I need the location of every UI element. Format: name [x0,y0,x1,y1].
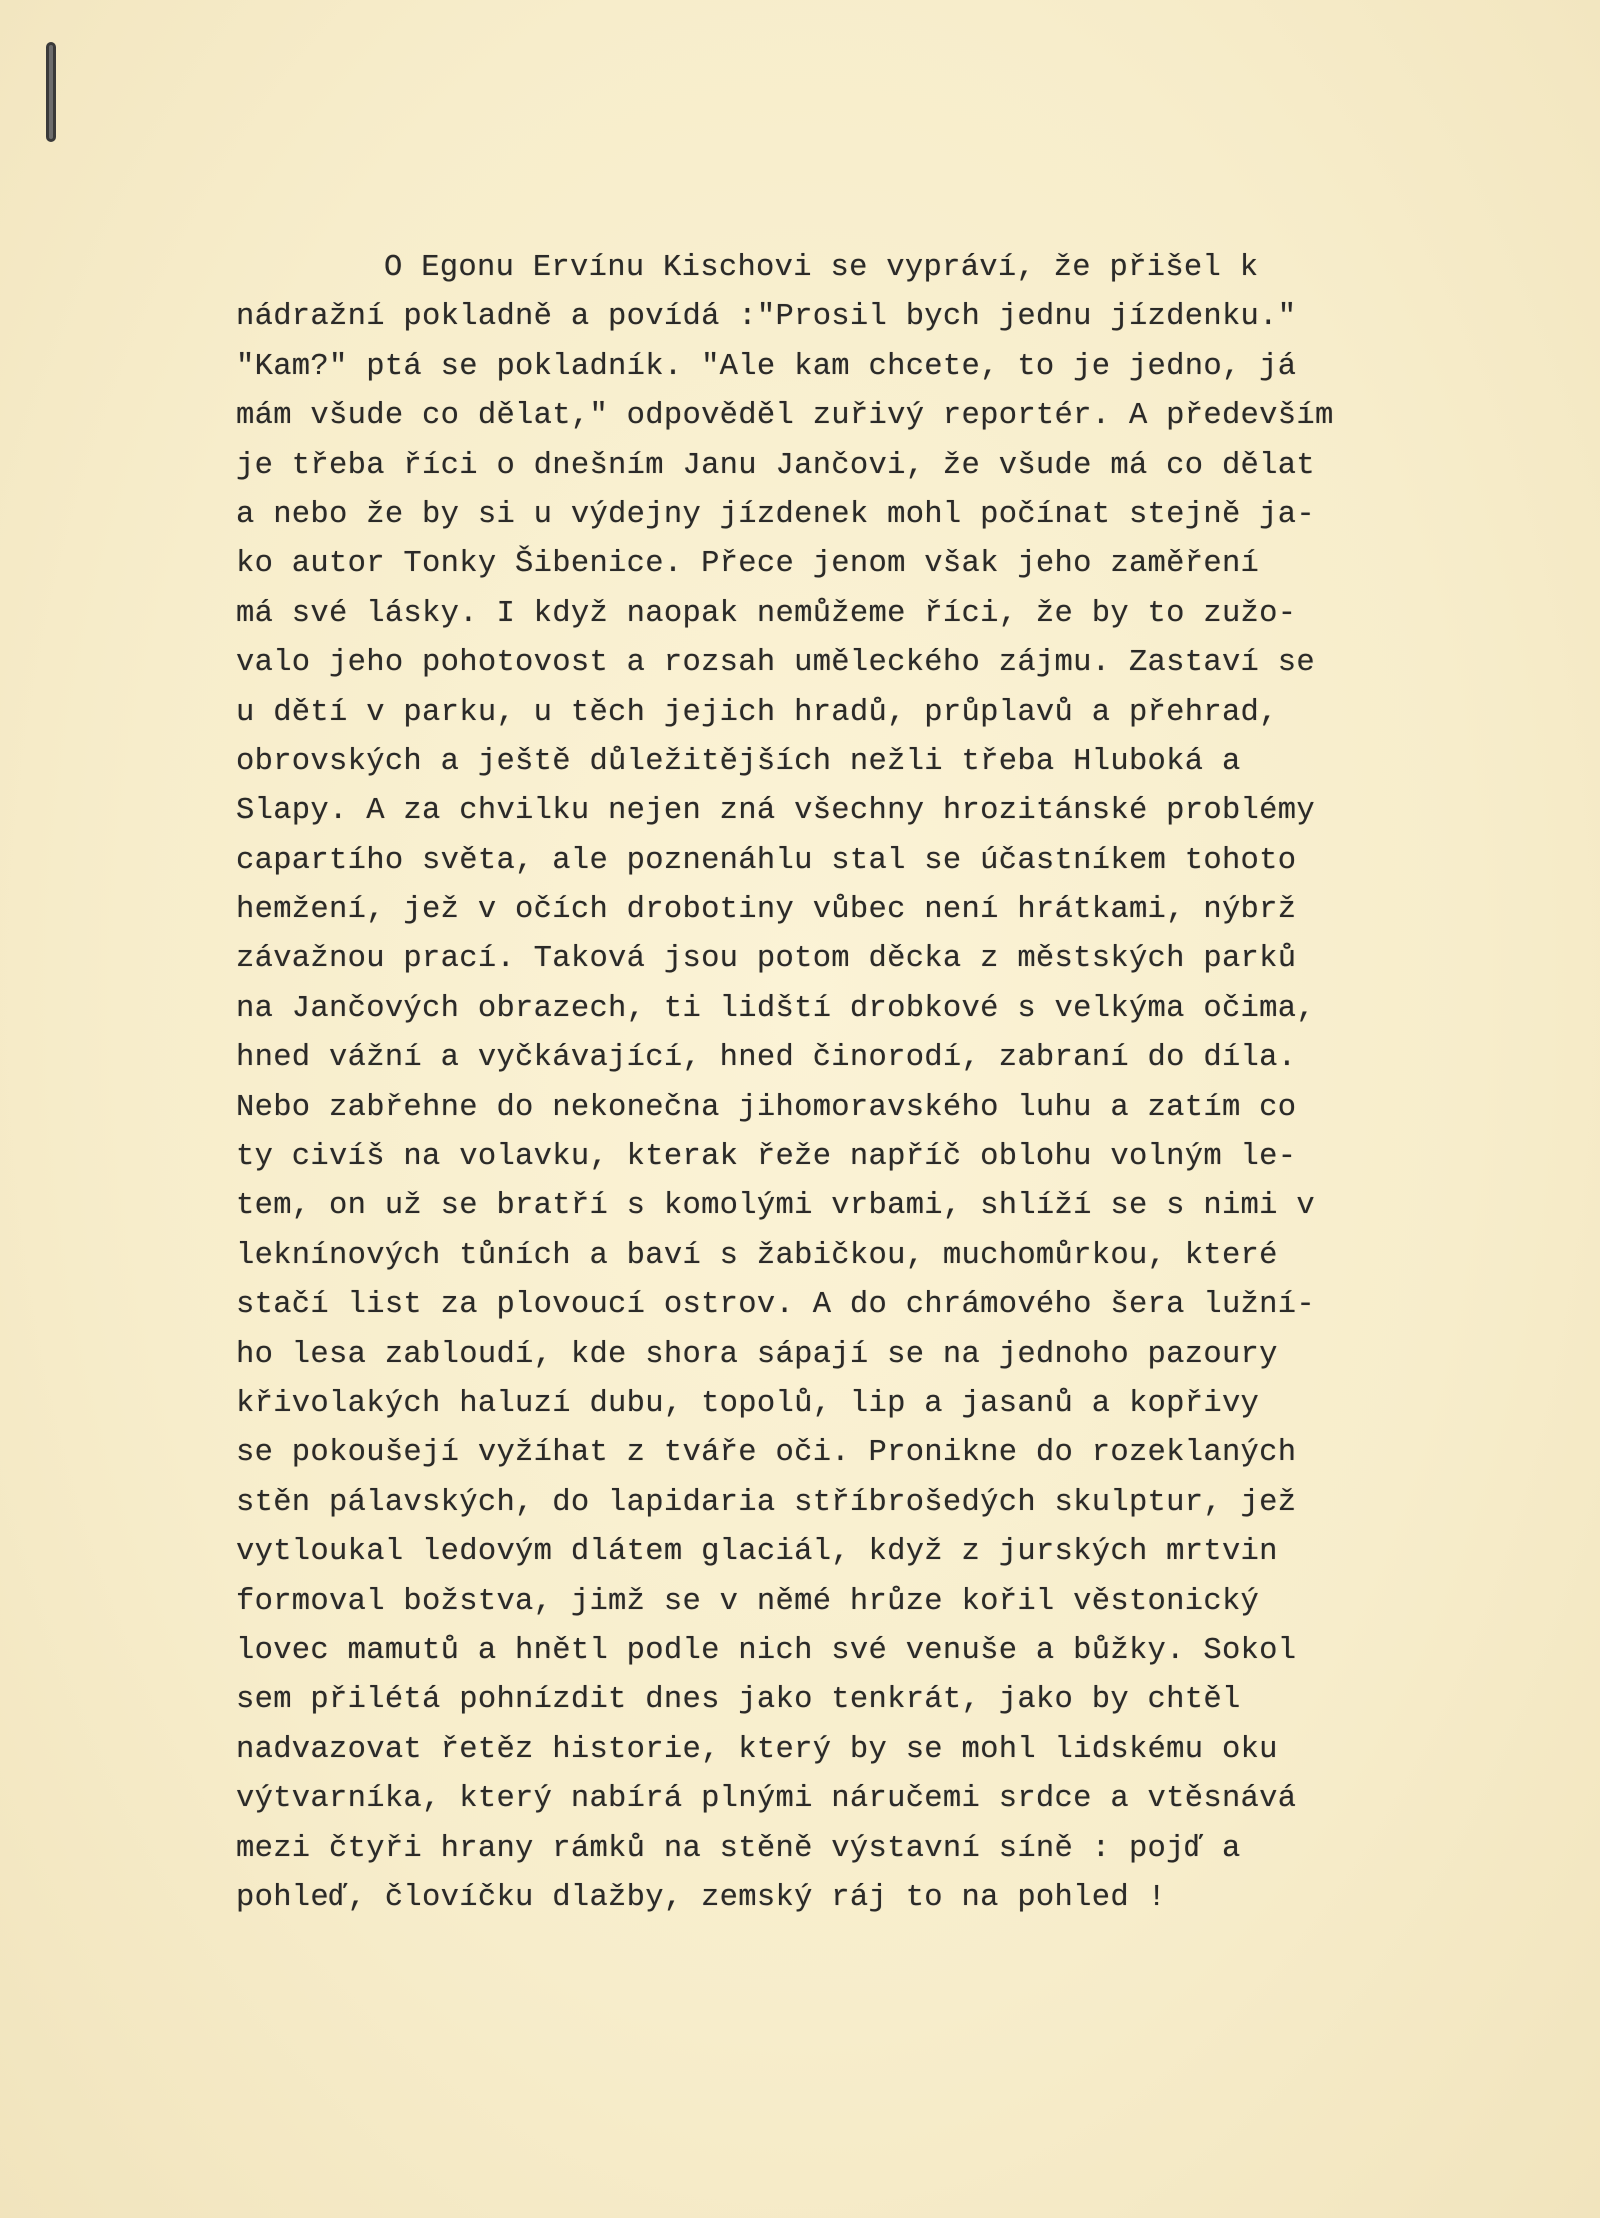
text-line: nadvazovat řetěz historie, který by se mohl lidskému oku [236,1732,1278,1767]
text-line: se pokoušejí vyžíhat z tváře oči. Pronikne do rozeklaných [236,1436,1297,1471]
staple-icon [46,42,56,142]
text-line: sem přilétá pohnízdit dnes jako tenkrát, jako by chtěl [236,1683,1241,1718]
text-line: má své lásky. I když naopak nemůžeme říci, že by to zužo- [236,596,1297,631]
text-line: valo jeho pohotovost a rozsah uměleckého zájmu. Zastaví se [236,646,1315,681]
text-line: leknínových tůních a baví s žabičkou, muchomůrkou, které [236,1238,1278,1273]
text-line: hemžení, jež v očích drobotiny vůbec není hrátkami, nýbrž [236,893,1297,928]
text-line: tem, on už se bratří s komolými vrbami, shlíží se s nimi v [236,1189,1315,1224]
text-line: hned vážní a vyčkávající, hned činorodí, zabraní do díla. [236,1041,1297,1076]
text-line: "Kam?" ptá se pokladník. "Ale kam chcete, to je jedno, já [236,349,1297,384]
text-line: formoval božstva, jimž se v němé hrůze kořil věstonický [236,1584,1260,1619]
text-line: ho lesa zabloudí, kde shora sápají se na jednoho pazoury [236,1337,1278,1372]
text-line: vytloukal ledovým dlátem glaciál, když z jurských mrtvin [236,1535,1278,1570]
text-line: ko autor Tonky Šibenice. Přece jenom však jeho zaměření [236,547,1260,582]
text-line: O Egonu Ervínu Kischovi se vypráví, že přišel k [384,251,1259,285]
text-line: závažnou prací. Taková jsou potom děcka z městských parků [236,942,1297,977]
text-line: nádražní pokladně a povídá :"Prosil bych jednu jízdenku." [236,300,1297,335]
text-line: capartího světa, ale poznenáhlu stal se účastníkem tohoto [236,843,1297,878]
text-line: lovec mamutů a hnětl podle nich své venuše a bůžky. Sokol [236,1633,1297,1668]
text-line: je třeba říci o dnešním Janu Jančovi, že všude má co dělat [236,448,1315,483]
text-line: mám všude co dělat," odpověděl zuřivý reportér. A především [236,399,1334,434]
text-line: mezi čtyři hrany rámků na stěně výstavní síně : pojď a [236,1831,1241,1866]
text-line: Slapy. A za chvilku nejen zná všechny hrozitánské problémy [236,794,1315,829]
text-line: obrovských a ještě důležitějších nežli třeba Hluboká a [236,744,1241,779]
text-line: u dětí v parku, u těch jejich hradů, průplavů a přehrad, [236,695,1278,730]
text-line: na Jančových obrazech, ti lidští drobkové s velkýma očima, [236,991,1315,1026]
typewritten-paragraph [236,244,1436,1923]
text-line: pohleď, človíčku dlažby, zemský ráj to na pohled ! [236,1880,1167,1915]
text-line: ty civíš na volavku, kterak řeže napříč oblohu volným le- [236,1140,1297,1175]
text-line: stačí list za plovoucí ostrov. A do chrámového šera lužní- [236,1288,1315,1323]
text-line: křivolakých haluzí dubu, topolů, lip a jasanů a kopřivy [236,1386,1260,1421]
text-line: Nebo zabřehne do nekonečna jihomoravského luhu a zatím co [236,1090,1297,1125]
text-line: a nebo že by si u výdejny jízdenek mohl počínat stejně ja- [236,497,1315,532]
text-line: stěn pálavských, do lapidaria stříbrošedých skulptur, jež [236,1485,1297,1520]
text-line: výtvarníka, který nabírá plnými náručemi srdce a vtěsnává [236,1782,1297,1817]
